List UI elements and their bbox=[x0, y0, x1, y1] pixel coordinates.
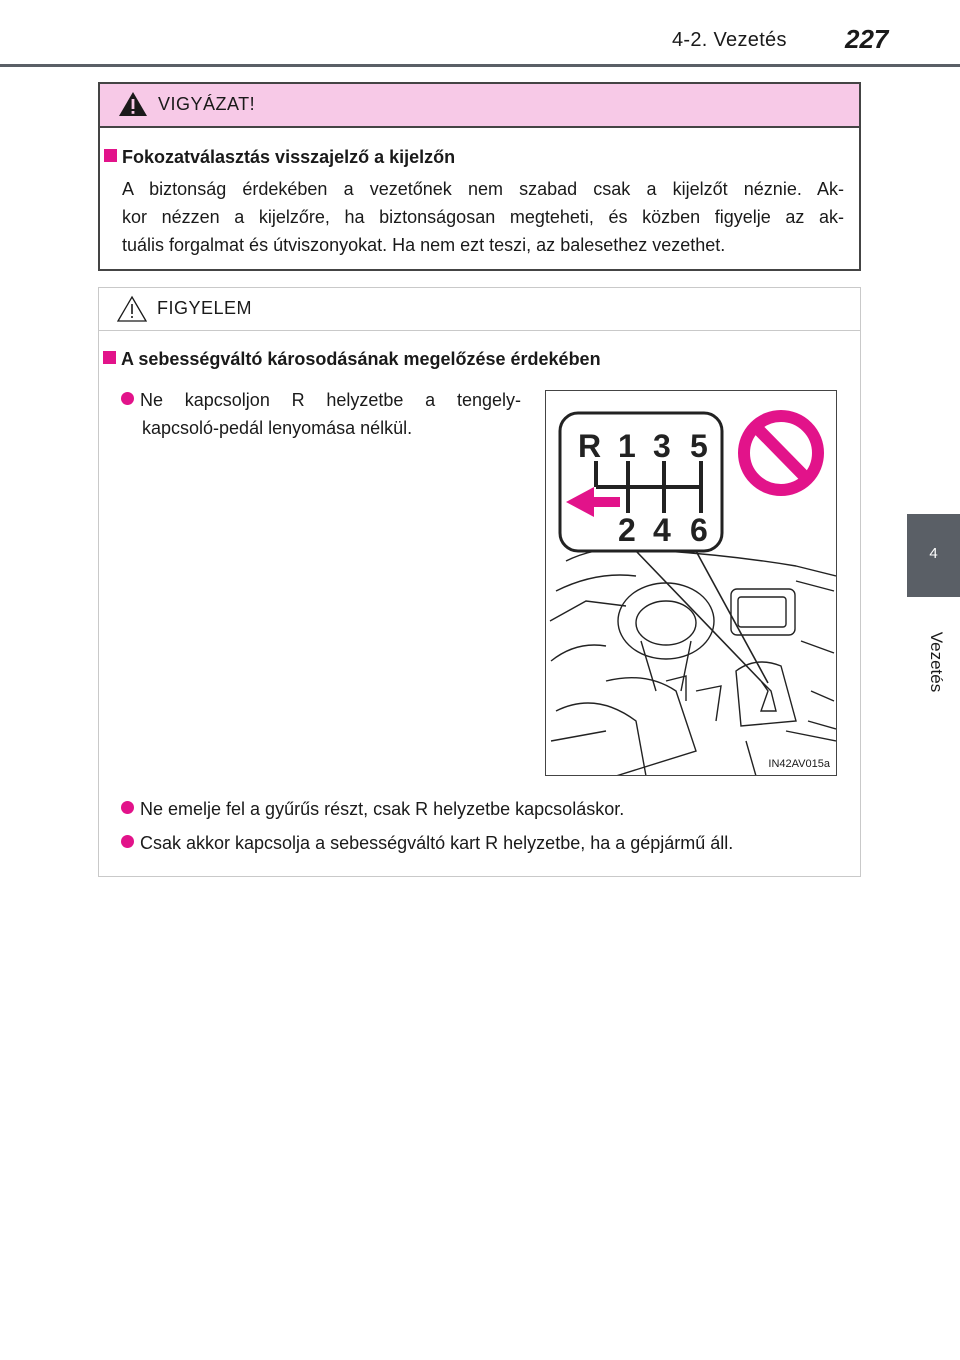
warning-line: tuális forgalmat és útviszonyokat. Ha nem ezt teszi, az balesethez vezethet. bbox=[122, 235, 726, 255]
gear-label: 5 bbox=[690, 428, 708, 464]
gear-label: R bbox=[578, 428, 602, 464]
square-bullet-icon bbox=[104, 149, 117, 162]
gear-label: 6 bbox=[690, 512, 708, 548]
gear-shift-illustration bbox=[545, 390, 837, 776]
caution-header bbox=[99, 288, 860, 331]
header-title: 4-2. Vezetés bbox=[672, 29, 787, 51]
bullet-item bbox=[121, 829, 733, 857]
illustration-drawing bbox=[546, 391, 837, 776]
gear-label: 4 bbox=[653, 512, 671, 548]
prohibition-icon bbox=[744, 416, 818, 490]
bullet-text: kapcsoló-pedál lenyomása nélkül. bbox=[142, 418, 413, 438]
bullet-text: Csak akkor kapcsolja a sebességváltó kart R helyzetbe, ha a gépjármű áll. bbox=[140, 833, 734, 853]
warning-box bbox=[98, 82, 861, 271]
gear-label: 3 bbox=[653, 428, 671, 464]
warning-section-title bbox=[104, 147, 455, 168]
gear-label: 2 bbox=[618, 512, 636, 548]
chapter-label: Vezetés bbox=[927, 631, 946, 693]
warning-icon bbox=[118, 90, 148, 118]
caution-title: FIGYELEM bbox=[157, 298, 253, 318]
warning-line: A biztonság érdekében a vezetőnek nem szabad csak a kijelzőt néznie. Ak- bbox=[122, 179, 844, 199]
figure-code: IN42AV015a bbox=[768, 758, 830, 770]
square-bullet-icon bbox=[103, 351, 116, 364]
warning-section-text: Fokozatválasztás visszajelző a kijelzőn bbox=[122, 147, 456, 167]
bullet-dot-icon bbox=[121, 392, 134, 405]
bullet-text: Ne kapcsoljon R helyzetbe a tengely- bbox=[140, 390, 521, 410]
header-rule bbox=[0, 64, 960, 67]
warning-line: kor nézzen a kijelzőre, ha biztonságosan megteheti, és közben figyelje az ak- bbox=[122, 207, 844, 227]
caution-icon bbox=[117, 295, 147, 323]
page-number: 227 bbox=[845, 24, 889, 54]
caution-box bbox=[98, 287, 861, 877]
bullet-text: Ne emelje fel a gyűrűs részt, csak R helyzetbe kapcsoláskor. bbox=[140, 799, 625, 819]
warning-title: VIGYÁZAT! bbox=[158, 94, 256, 114]
bullet-dot-icon bbox=[121, 835, 134, 848]
gear-label: 1 bbox=[618, 428, 636, 464]
caution-section-text: A sebességváltó károsodásának megelőzése érdekében bbox=[121, 349, 601, 369]
warning-header bbox=[100, 84, 859, 128]
bullet-dot-icon bbox=[121, 801, 134, 814]
bullet-item bbox=[121, 386, 521, 442]
warning-paragraph bbox=[122, 175, 844, 259]
bullet-item bbox=[121, 795, 624, 823]
caution-section-title bbox=[103, 349, 601, 370]
chapter-tab: 4 bbox=[907, 514, 960, 597]
